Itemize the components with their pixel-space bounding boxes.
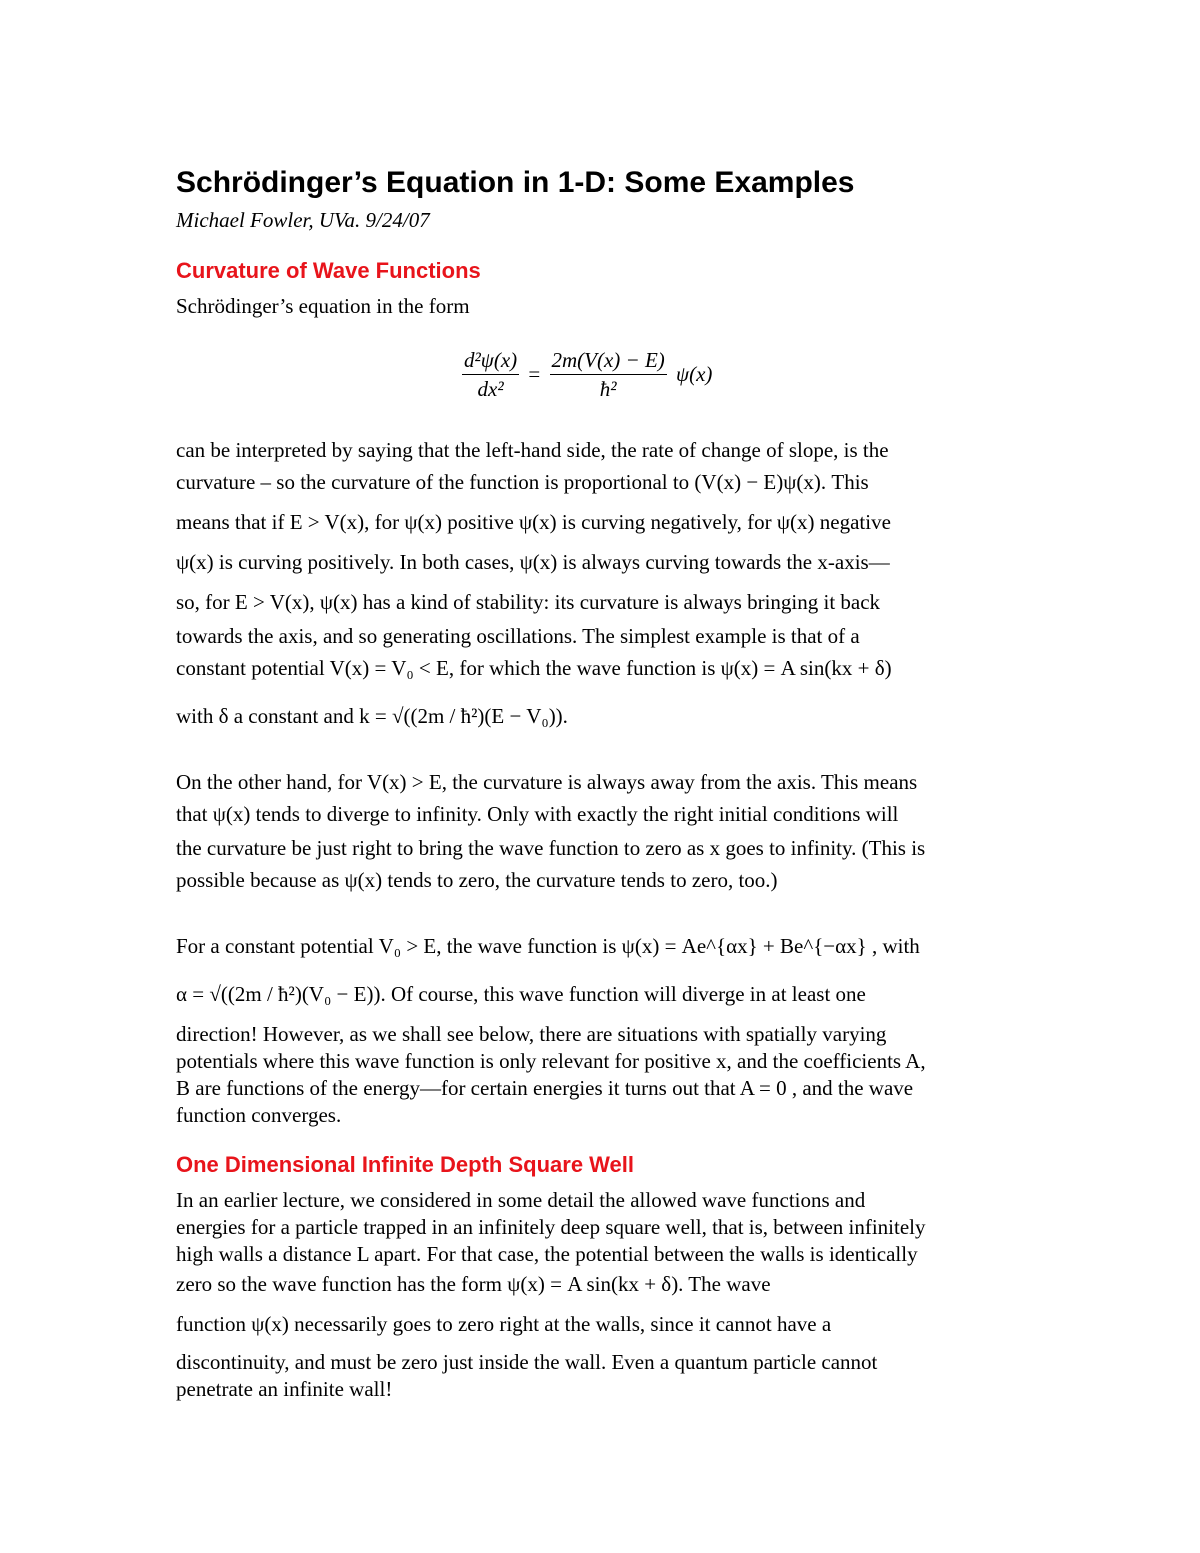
section2-line: penetrate an infinite wall! bbox=[176, 1377, 393, 1401]
section1-line: towards the axis, and so generating oscillations. The simplest example is that of a bbox=[176, 624, 860, 648]
paragraph3-line: B are functions of the energy—for certain energies it turns out that A = 0 , and the wave bbox=[176, 1076, 914, 1100]
paragraph3-line: direction! However, as we shall see below, there are situations with spatially varying bbox=[176, 1022, 887, 1046]
paragraph2-line: that ψ(x) tends to diverge to infinity. Only with exactly the right initial conditions will bbox=[176, 802, 899, 826]
section2-line: discontinuity, and must be zero just inside the wall. Even a quantum particle cannot bbox=[176, 1350, 878, 1374]
section2-line: zero so the wave function has the form ψ(x) = A sin(kx + δ). The wave bbox=[176, 1272, 771, 1296]
equation-equals: = bbox=[528, 362, 541, 386]
section2-line: high walls a distance L apart. For that case, the potential between the walls is identically bbox=[176, 1242, 918, 1266]
paragraph3-line: α = √((2m / ħ²)(V₀ − E)). Of course, this wave function will diverge in at least one bbox=[176, 982, 866, 1006]
schrodinger-equation bbox=[462, 346, 712, 403]
author-byline: Michael Fowler, UVa. 9/24/07 bbox=[176, 208, 430, 232]
section2-line: energies for a particle trapped in an infinitely deep square well, that is, between infinitely bbox=[176, 1215, 926, 1239]
section1-line: so, for E > V(x), ψ(x) has a kind of stability: its curvature is always bringing it back bbox=[176, 590, 881, 614]
paragraph2-line: possible because as ψ(x) tends to zero, the curvature tends to zero, too.) bbox=[176, 868, 778, 892]
section-heading-square-well: One Dimensional Infinite Depth Square Well bbox=[176, 1152, 634, 1177]
equation-denominator-left: dx² bbox=[477, 377, 504, 401]
document-title: Schrödinger’s Equation in 1-D: Some Examples bbox=[176, 166, 855, 199]
paragraph2-line: the curvature be just right to bring the wave function to zero as x goes to infinity. (This is bbox=[176, 836, 926, 860]
equation-numerator-left: d²ψ(x) bbox=[462, 346, 519, 375]
section2-line: In an earlier lecture, we considered in some detail the allowed wave functions and bbox=[176, 1188, 866, 1212]
paragraph3-line: For a constant potential V₀ > E, the wave function is ψ(x) = Ae^{αx} + Be^{−αx} , with bbox=[176, 934, 920, 958]
section1-line: can be interpreted by saying that the left-hand side, the rate of change of slope, is the bbox=[176, 438, 889, 462]
equation-fraction-right bbox=[550, 346, 667, 403]
equation-numerator-right: 2m(V(x) − E) bbox=[550, 346, 667, 375]
section1-line: ψ(x) is curving positively. In both cases, ψ(x) is always curving towards the x-axis— bbox=[176, 550, 890, 574]
equation-denominator-right: ħ² bbox=[599, 377, 617, 401]
paragraph3-line: function converges. bbox=[176, 1103, 342, 1127]
equation-trailing-psi: ψ(x) bbox=[676, 362, 713, 386]
section1-line: means that if E > V(x), for ψ(x) positive ψ(x) is curving negatively, for ψ(x) negative bbox=[176, 510, 891, 534]
section1-line: curvature – so the curvature of the function is proportional to (V(x) − E)ψ(x). This bbox=[176, 470, 869, 494]
paragraph3-line: potentials where this wave function is only relevant for positive x, and the coefficients A, bbox=[176, 1049, 926, 1073]
section1-intro: Schrödinger’s equation in the form bbox=[176, 294, 470, 318]
section1-line: constant potential V(x) = V₀ < E, for which the wave function is ψ(x) = A sin(kx + δ) bbox=[176, 656, 892, 680]
section-heading-curvature: Curvature of Wave Functions bbox=[176, 258, 481, 283]
paragraph2-line: On the other hand, for V(x) > E, the curvature is always away from the axis. This means bbox=[176, 770, 918, 794]
section2-line: function ψ(x) necessarily goes to zero right at the walls, since it cannot have a bbox=[176, 1312, 832, 1336]
section1-line: with δ a constant and k = √((2m / ħ²)(E − V₀)). bbox=[176, 704, 568, 728]
equation-fraction-left bbox=[462, 346, 519, 403]
